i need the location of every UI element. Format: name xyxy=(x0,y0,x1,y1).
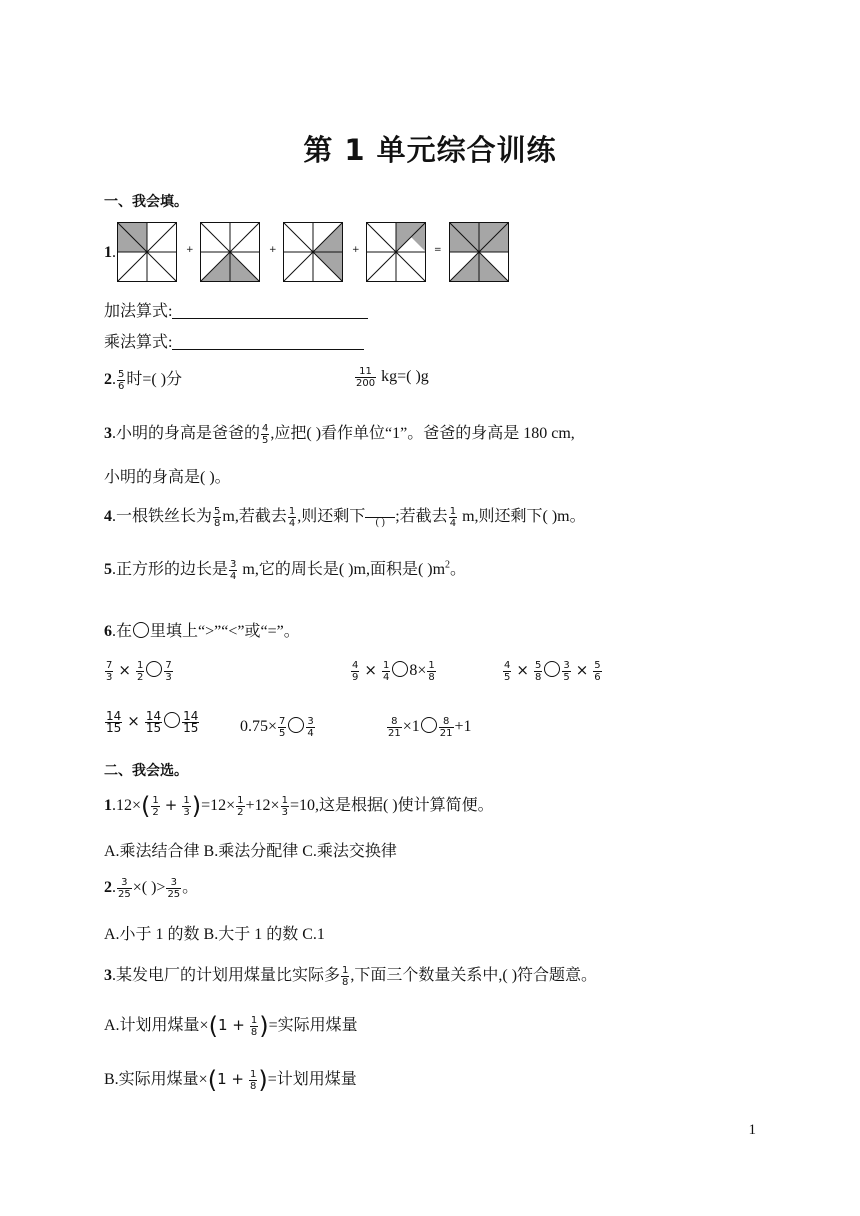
compare-circle-3[interactable] xyxy=(544,661,560,677)
s2-q2-options: A.小于 1 的数 B.大于 1 的数 C.1 xyxy=(104,926,325,943)
blank-fraction-answer[interactable]: ( ) xyxy=(365,507,395,528)
addition-expression-line xyxy=(104,298,368,321)
s2-q3-option-a: A.计划用煤量×(1 + $\frac{1}{8}$ )=实际用煤量 xyxy=(104,1012,358,1040)
compare-circle-6[interactable] xyxy=(421,717,437,733)
compare-item-4: $\frac{14}{15}$ × $\frac{14}{15}$ $\frac{14}{15}$ xyxy=(106,709,199,735)
q1-number: 1. xyxy=(104,244,116,261)
square-diagram-2 xyxy=(200,222,260,282)
square-diagram-1 xyxy=(117,222,177,282)
compare-item-3: $\frac{4}{5}$ × $\frac{5}{8}$ $\frac{3}{5}$ × $\frac{5}{6}$ xyxy=(504,660,601,683)
page-number: 1 xyxy=(748,1122,756,1138)
compare-circle-1[interactable] xyxy=(146,661,162,677)
page-title: 第 1 单元综合训练 xyxy=(303,133,557,167)
s2-q3-line: 3.某发电厂的计划用煤量比实际多 $\frac{1}{8}$ ,下面三个数量关系中,( )符合题意。 xyxy=(104,964,598,988)
s2-q1-options: A.乘法结合律 B.乘法分配律 C.乘法交换律 xyxy=(104,843,397,860)
square-diagram-3 xyxy=(283,222,343,282)
q3-line-2: 小明的身高是( )。 xyxy=(104,469,231,486)
q3-line-1: 3.小明的身高是爸爸的 $\frac{4}{5}$ ,应把( )看作单位“1”。爸爸的身高是 180 cm, xyxy=(104,422,575,446)
compare-circle-5[interactable] xyxy=(288,717,304,733)
section-2-heading: 二、我会选。 xyxy=(104,763,188,779)
compare-circle-4[interactable] xyxy=(164,712,180,728)
equals-sign: = xyxy=(434,245,442,255)
square-diagram-result xyxy=(449,222,509,282)
multiplication-answer-blank[interactable] xyxy=(172,335,364,350)
q2-part-a: 2. $\frac{5}{6}$ 时=( )分 xyxy=(104,368,183,392)
section-1-heading: 一、我会填。 xyxy=(104,194,188,210)
addition-label: 加法算式: xyxy=(104,303,173,320)
circle-blank-icon xyxy=(133,622,149,638)
fraction: $\frac{4}{5}$ xyxy=(262,422,269,446)
q5-line: 5.正方形的边长是 $\frac{3}{4}$ m,它的周长是( )m,面积是( )$m^2$。 xyxy=(104,558,467,582)
s2-q1-line: 1.12×( $\frac{1}{2}$ + $\frac{1}{3}$ )=12× $\frac{1}{2}$ +12× $\frac{1}{3}$ =10,这是根据( )使计算简便。 xyxy=(104,792,494,820)
plus-sign-2: + xyxy=(269,245,277,255)
q6-instruction: 6.在 里填上“>”“<”或“=”。 xyxy=(104,623,300,640)
compare-item-6: $\frac{8}{21}$ ×1 $\frac{8}{21}$ +1 xyxy=(388,716,472,739)
fraction: $\frac{5}{8}$ xyxy=(214,505,221,529)
plus-sign-1: + xyxy=(186,245,194,255)
square-diagram-4 xyxy=(366,222,426,282)
fraction: $\frac{3}{4}$ xyxy=(230,558,237,582)
compare-item-5: 0.75× $\frac{7}{5}$ $\frac{3}{4}$ xyxy=(240,716,314,739)
fraction: $\frac{11}{200}$ xyxy=(356,366,376,389)
multiplication-label: 乘法算式: xyxy=(104,334,173,351)
plus-sign-3: + xyxy=(352,245,360,255)
multiplication-expression-line xyxy=(104,329,364,352)
q4-line: 4.一根铁丝长为 $\frac{5}{8}$ m,若截去 $\frac{1}{4}$ ,则还剩下 ( ) ;若截去 $\frac{1}{4}$ m,则还剩下( )m。 xyxy=(104,505,586,529)
compare-item-1: $\frac{7}{3}$ × $\frac{1}{2}$ $\frac{7}{3}$ xyxy=(106,660,172,683)
compare-item-2: $\frac{4}{9}$ × $\frac{1}{4}$ 8× $\frac{1}{8}$ xyxy=(352,660,435,683)
fraction: $\frac{1}{4}$ xyxy=(288,505,296,529)
s2-q2-line: 2. $\frac{3}{25}$ ×( )> $\frac{3}{25}$ 。 xyxy=(104,876,199,900)
fraction: $\frac{5}{6}$ xyxy=(118,368,125,392)
compare-circle-2[interactable] xyxy=(392,661,408,677)
fraction: $\frac{1}{4}$ xyxy=(449,505,457,529)
s2-q3-option-b: B.实际用煤量×(1 + $\frac{1}{8}$ )=计划用煤量 xyxy=(104,1066,357,1094)
q2-part-b: $\frac{11}{200}$ kg=( )g xyxy=(356,366,429,389)
addition-answer-blank[interactable] xyxy=(172,304,368,319)
